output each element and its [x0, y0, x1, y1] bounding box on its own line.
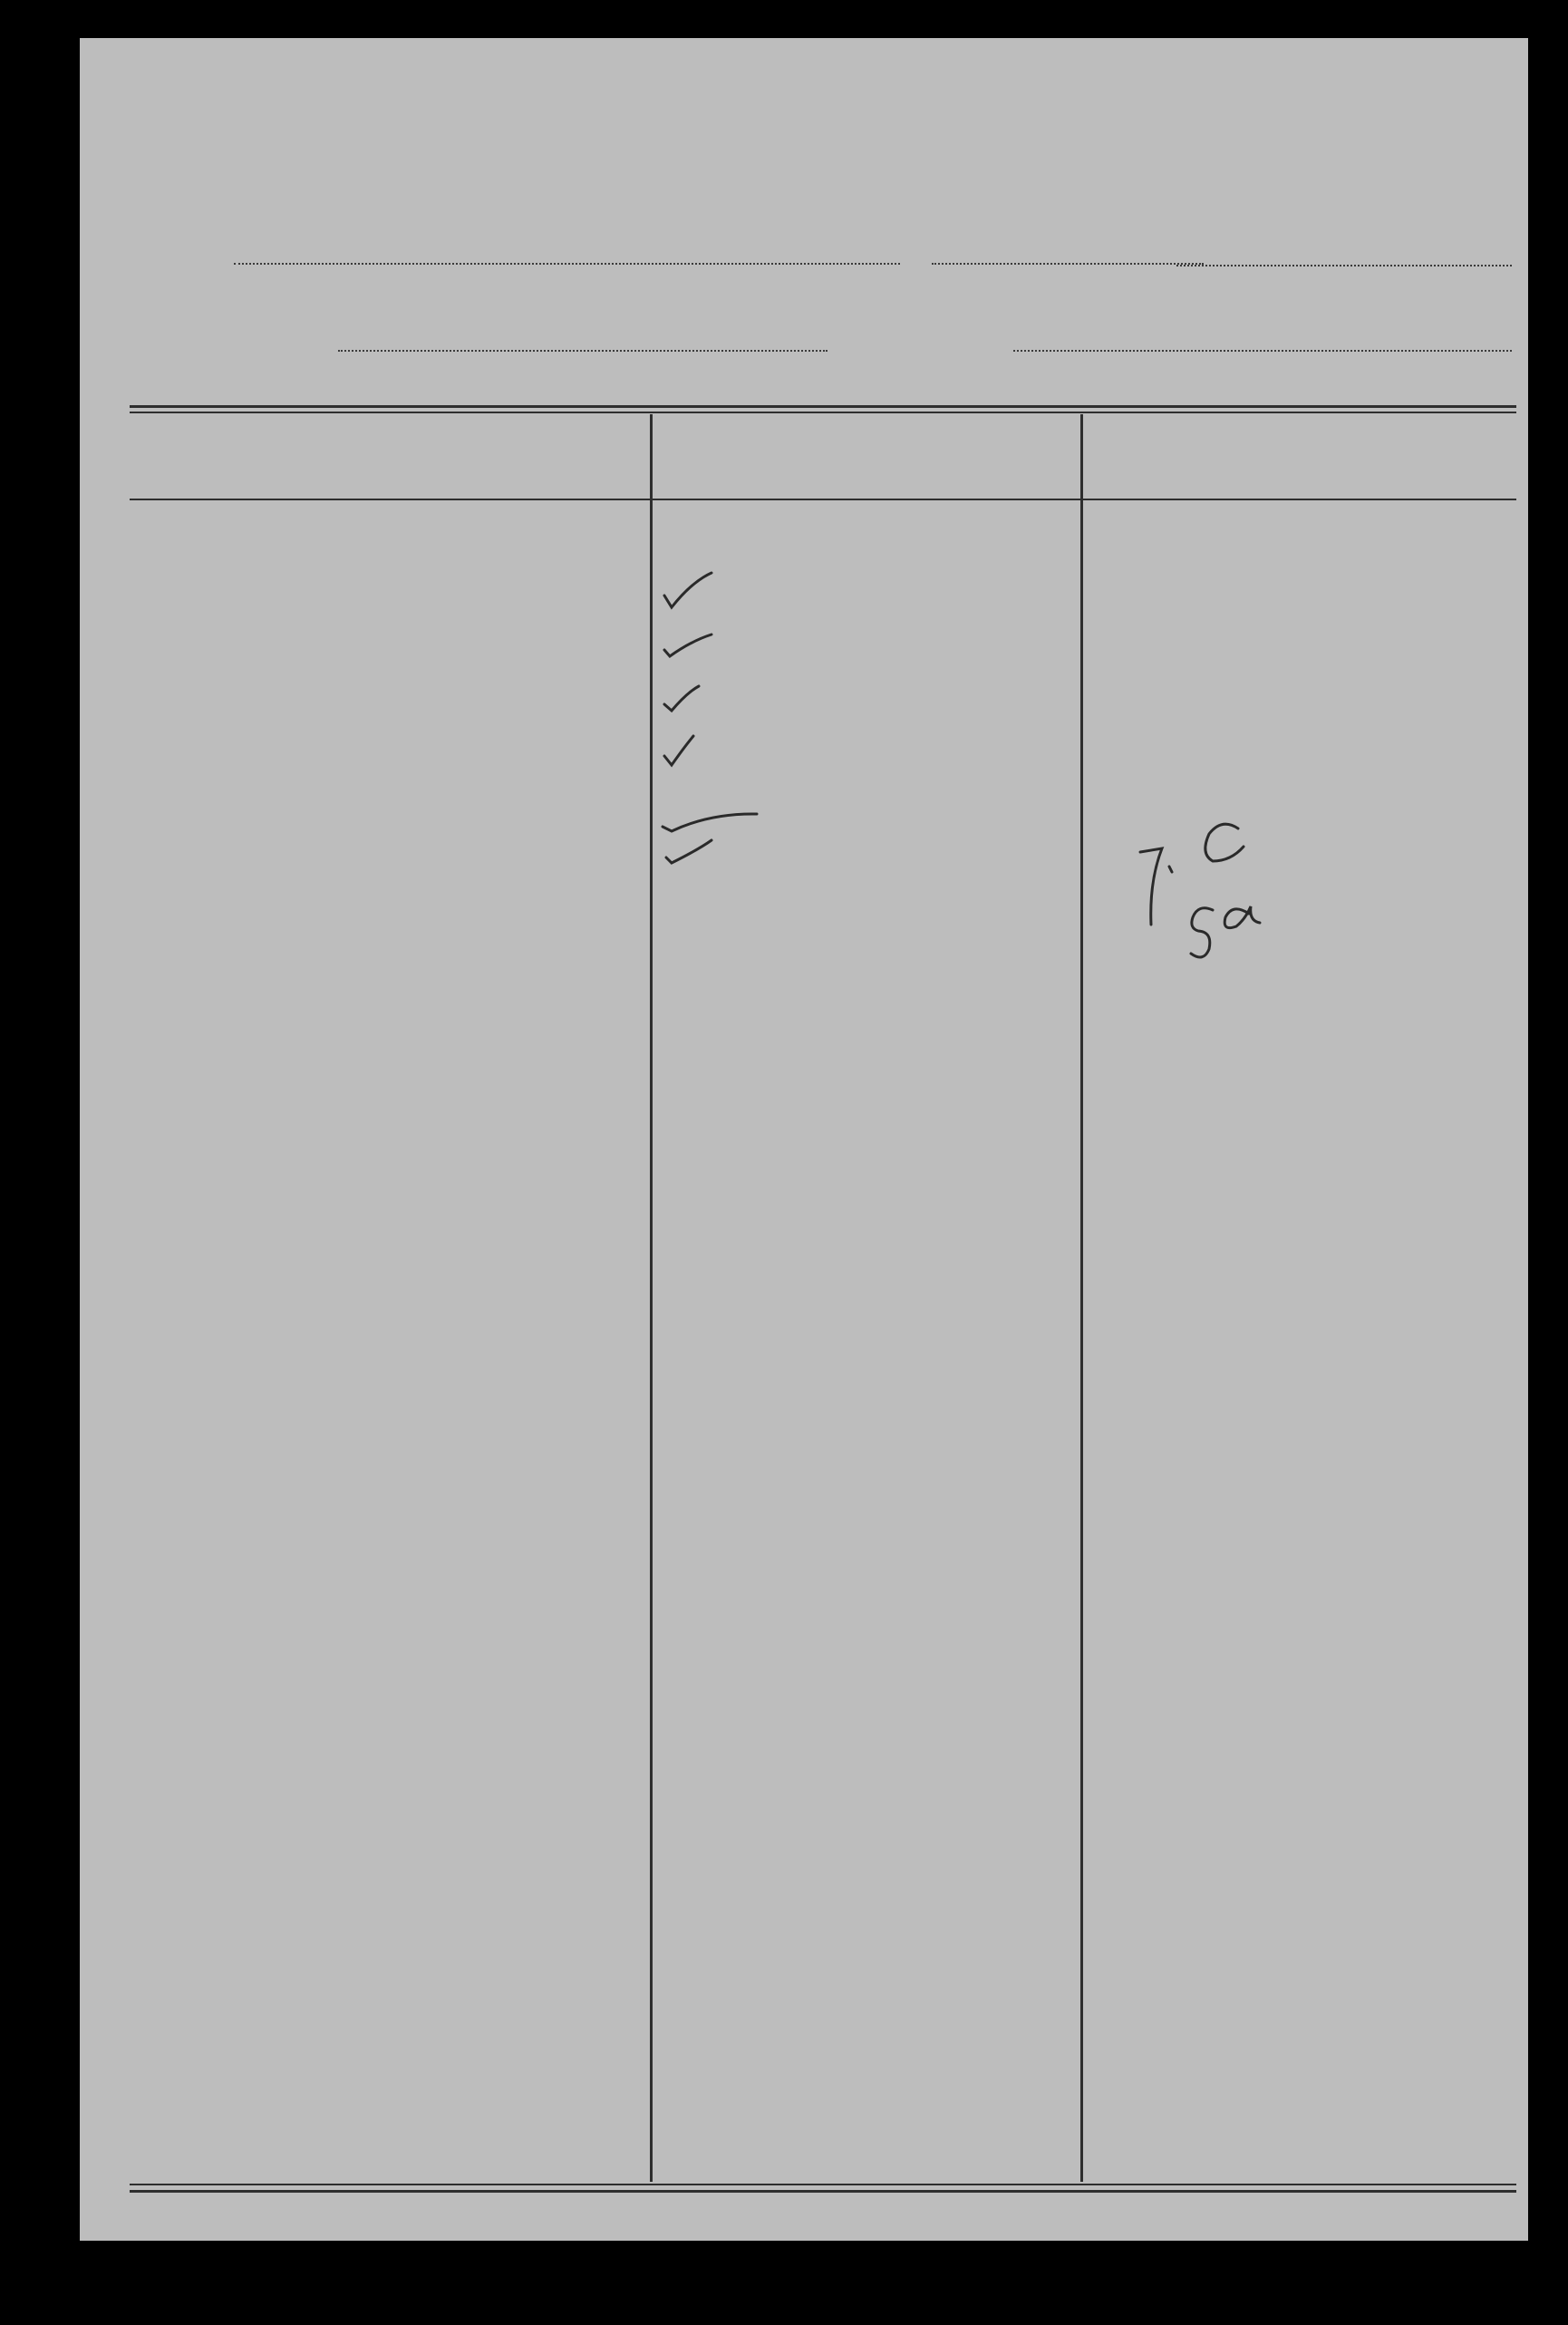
check-marks	[655, 555, 873, 935]
check-mark-icon	[664, 736, 693, 765]
disembark-line	[1013, 350, 1512, 352]
table-top-rule	[130, 405, 1516, 408]
aircraft-line	[234, 263, 900, 265]
header-rule	[130, 499, 1516, 500]
check-mark-icon	[664, 573, 711, 607]
check-mark-icon	[664, 686, 699, 711]
flight-line	[932, 263, 1204, 265]
table-bottom-rule	[130, 2184, 1516, 2185]
date-line	[1176, 265, 1512, 266]
column-divider	[1080, 414, 1083, 2182]
check-mark-icon	[663, 814, 757, 831]
handwritten-note-icon	[1131, 809, 1276, 990]
check-mark-icon	[664, 635, 711, 656]
manifest-sheet	[80, 38, 1528, 2241]
table-bottom-rule	[130, 2190, 1516, 2193]
table-top-rule	[130, 412, 1516, 413]
check-mark-icon	[666, 840, 711, 863]
embark-line	[338, 350, 828, 352]
column-divider	[650, 414, 653, 2182]
